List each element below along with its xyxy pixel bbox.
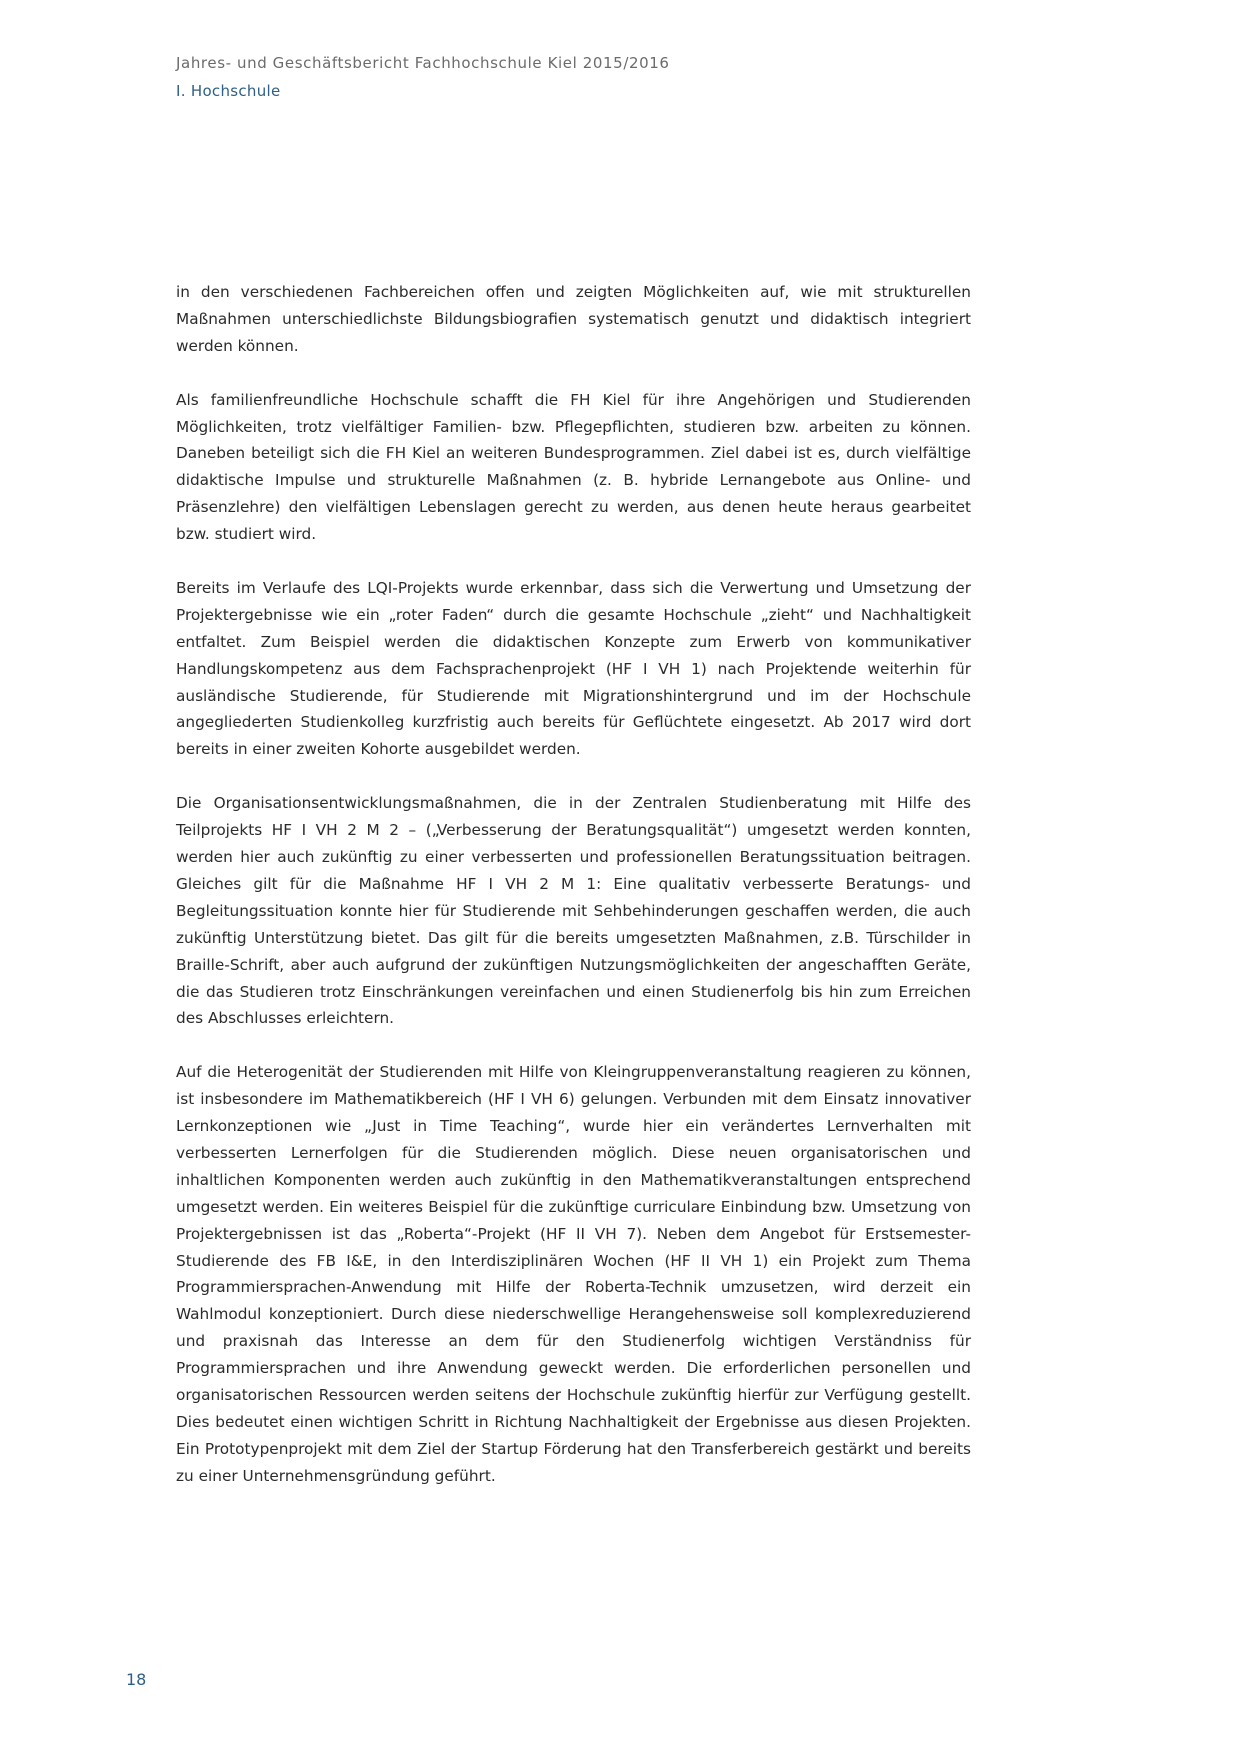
section-heading: I. Hochschule	[176, 82, 281, 100]
paragraph: in den verschiedenen Fachbereichen offen und zeigten Möglichkeiten auf, wie mit strukturellen Maßnahmen unterschiedlichste Bildungsbiografien systematisch genutzt und didaktisch integriert werden können.	[176, 283, 971, 355]
paragraph: Bereits im Verlaufe des LQI-Projekts wurde erkennbar, dass sich die Verwertung und Umsetzung der Projektergebnisse wie ein „roter Faden“ durch die gesamte Hochschule „zieht“ und Nachhaltigkeit entfaltet. Zum Beispiel werden die didaktischen Konzepte zum Erwerb von kommunikativer Handlungskompetenz aus dem Fachsprachenprojekt (HF I VH 1) nach Projektende weiterhin für ausländische Studierende, für Studierende mit Migrationshintergrund und im der Hochschule angegliederten Studienkolleg kurzfristig auch bereits für Geflüchtete eingesetzt. Ab 2017 wird dort bereits in einer zweiten Kohorte ausgebildet werden.	[176, 578, 971, 759]
page-number: 18	[126, 1670, 147, 1689]
body-text	[176, 279, 971, 1517]
paragraph: Die Organisationsentwicklungsmaßnahmen, die in der Zentralen Studienberatung mit Hilfe des Teilprojekts HF I VH 2 M 2 – („Verbesserung der Beratungsqualität“) umgesetzt werden konnten, werden hier auch zukünftig zu einer verbesserten und professionellen Beratungssituation beitragen. Gleiches gilt für die Maßnahme HF I VH 2 M 1: Eine qualitativ verbesserte Beratungs- und Begleitungssituation konnte hier für Studierende mit Sehbehinderungen geschaffen werden, die auch zukünftig Unterstützung bietet. Das gilt für die bereits umgesetzten Maßnahmen, z.B. Türschilder in Braille-Schrift, aber auch aufgrund der zukünftigen Nutzungsmöglichkeiten der angeschafften Geräte, die das Studieren trotz Einschränkungen vereinfachen und einen Studienerfolg bis hin zum Erreichen des Abschlusses erleichtern.	[176, 794, 971, 1028]
paragraph: Auf die Heterogenität der Studierenden mit Hilfe von Kleingruppenveranstaltung reagieren zu können, ist insbesondere im Mathematikbereich (HF I VH 6) gelungen. Verbunden mit dem Einsatz innovativer Lernkonzeptionen wie „Just in Time Teaching“, wurde hier ein verändertes Lernverhalten mit verbesserten Lernerfolgen für die Studierenden möglich. Diese neuen organisatorischen und inhaltlichen Komponenten werden auch zukünftig in den Mathematikveranstaltungen entsprechend umgesetzt werden. Ein weiteres Beispiel für die zukünftige curriculare Einbindung bzw. Umsetzung von Projektergebnissen ist das „Roberta“-Projekt (HF II VH 7). Neben dem Angebot für Erstsemester-Studierende des FB I&E, in den Interdisziplinären Wochen (HF II VH 1) ein Projekt zum Thema Programmiersprachen-Anwendung mit Hilfe der Roberta-Technik umzusetzen, wird derzeit ein Wahlmodul konzeptioniert. Durch diese niederschwellige Herangehensweise soll komplexreduzierend und praxisnah das Interesse an dem für den Studienerfolg wichtigen Verständniss für Programmiersprachen und ihre Anwendung geweckt werden. Die erforderlichen personellen und organisatorischen Ressourcen werden seitens der Hochschule zukünftig hierfür zur Verfügung gestellt. Dies bedeutet einen wichtigen Schritt in Richtung Nachhaltigkeit der Ergebnisse aus diesen Projekten. Ein Prototypenprojekt mit dem Ziel der Startup Förderung hat den Transferbereich gestärkt und bereits zu einer Unternehmensgründung geführt.	[176, 1063, 971, 1485]
running-header-title: Jahres- und Geschäftsbericht Fachhochschule Kiel 2015/2016	[176, 54, 670, 72]
paragraph: Als familienfreundliche Hochschule schafft die FH Kiel für ihre Angehörigen und Studierenden Möglichkeiten, trotz vielfältiger Familien- bzw. Pflegepflichten, studieren bzw. arbeiten zu können. Daneben beteiligt sich die FH Kiel an weiteren Bundesprogrammen. Ziel dabei ist es, durch vielfältige didaktische Impulse und strukturelle Maßnahmen (z. B. hybride Lernangebote aus Online- und Präsenzlehre) den vielfältigen Lebenslagen gerecht zu werden, aus denen heute heraus gearbeitet bzw. studiert wird.	[176, 390, 971, 544]
